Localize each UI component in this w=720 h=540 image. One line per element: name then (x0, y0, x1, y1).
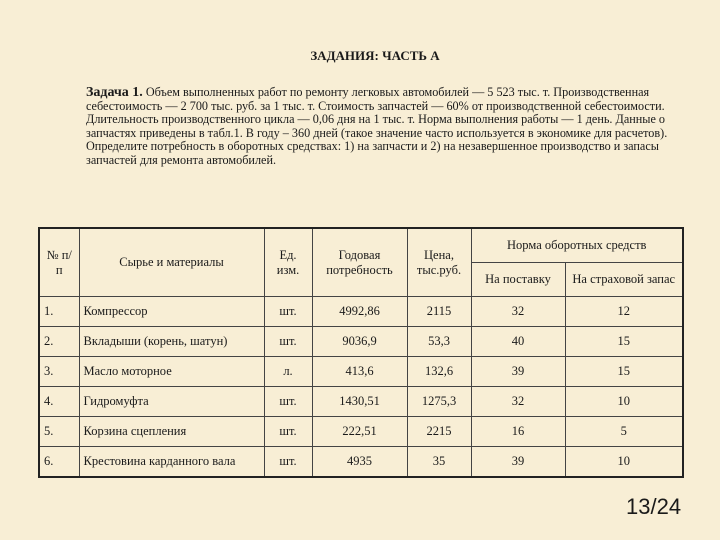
cell-supply: 39 (471, 357, 565, 387)
task-heading: Задача 1. (86, 85, 143, 100)
cell-reserve: 10 (565, 387, 683, 417)
cell-material: Вкладыши (корень, шатун) (79, 327, 264, 357)
cell-annual: 4992,86 (312, 297, 407, 327)
cell-price: 2115 (407, 297, 471, 327)
cell-annual: 4935 (312, 447, 407, 478)
cell-reserve: 12 (565, 297, 683, 327)
cell-supply: 32 (471, 387, 565, 417)
cell-supply: 40 (471, 327, 565, 357)
table-row (39, 417, 683, 447)
cell-material: Компрессор (79, 297, 264, 327)
cell-unit: шт. (264, 417, 312, 447)
cell-material: Крестовина карданного вала (79, 447, 264, 478)
task-paragraph-2: Определите потребность в оборотных средствах: 1) на запчасти и 2) на незавершенное производство и запасы запчастей для ремонта автомобилей. (86, 139, 659, 167)
cell-num: 1. (39, 297, 79, 327)
cell-supply: 16 (471, 417, 565, 447)
header-annual: Годовая потребность (312, 228, 407, 297)
cell-num: 3. (39, 357, 79, 387)
cell-material: Масло моторное (79, 357, 264, 387)
cell-unit: шт. (264, 297, 312, 327)
cell-material: Гидромуфта (79, 387, 264, 417)
cell-num: 2. (39, 327, 79, 357)
cell-reserve: 15 (565, 327, 683, 357)
header-norm: Норма оборотных средств (471, 228, 683, 263)
cell-reserve: 5 (565, 417, 683, 447)
cell-annual: 413,6 (312, 357, 407, 387)
header-material: Сырье и материалы (79, 228, 264, 297)
cell-num: 5. (39, 417, 79, 447)
header-num: № п/п (39, 228, 79, 297)
cell-supply: 32 (471, 297, 565, 327)
cell-unit: шт. (264, 387, 312, 417)
header-price: Цена, тыс.руб. (407, 228, 471, 297)
cell-price: 132,6 (407, 357, 471, 387)
cell-price: 35 (407, 447, 471, 478)
page-number: 13/24 (626, 494, 682, 519)
table-row (39, 357, 683, 387)
task-paragraph-1: Объем выполненных работ по ремонту легковых автомобилей — 5 523 тыс. т. Производственная себестоимость — 2 700 тыс. руб. за 1 тыс. т. Стоимость запчастей — 60% от производственной себестоимости. Длительность производственного цикла — 0,06 дня на 1 тыс. т. Норма выполнения работы — 1 день. Данные о запчастях приведены в табл.1. В году – 360 дней (такое значение часто используется в экономике для расчетов). (86, 85, 668, 140)
header-unit: Ед. изм. (264, 228, 312, 297)
table-row (39, 327, 683, 357)
page-title: ЗАДАНИЯ: ЧАСТЬ А (310, 48, 440, 63)
header-supply: На поставку (471, 263, 565, 297)
parts-table (38, 227, 684, 478)
task-text (54, 86, 674, 168)
cell-price: 53,3 (407, 327, 471, 357)
cell-material: Корзина сцепления (79, 417, 264, 447)
cell-price: 1275,3 (407, 387, 471, 417)
cell-price: 2215 (407, 417, 471, 447)
table-row (39, 297, 683, 327)
header-reserve: На страховой запас (565, 263, 683, 297)
cell-unit: шт. (264, 447, 312, 478)
cell-supply: 39 (471, 447, 565, 478)
table-row (39, 387, 683, 417)
cell-annual: 1430,51 (312, 387, 407, 417)
cell-reserve: 15 (565, 357, 683, 387)
cell-annual: 9036,9 (312, 327, 407, 357)
cell-unit: шт. (264, 327, 312, 357)
cell-num: 4. (39, 387, 79, 417)
cell-annual: 222,51 (312, 417, 407, 447)
cell-reserve: 10 (565, 447, 683, 478)
cell-num: 6. (39, 447, 79, 478)
cell-unit: л. (264, 357, 312, 387)
table-row (39, 447, 683, 478)
